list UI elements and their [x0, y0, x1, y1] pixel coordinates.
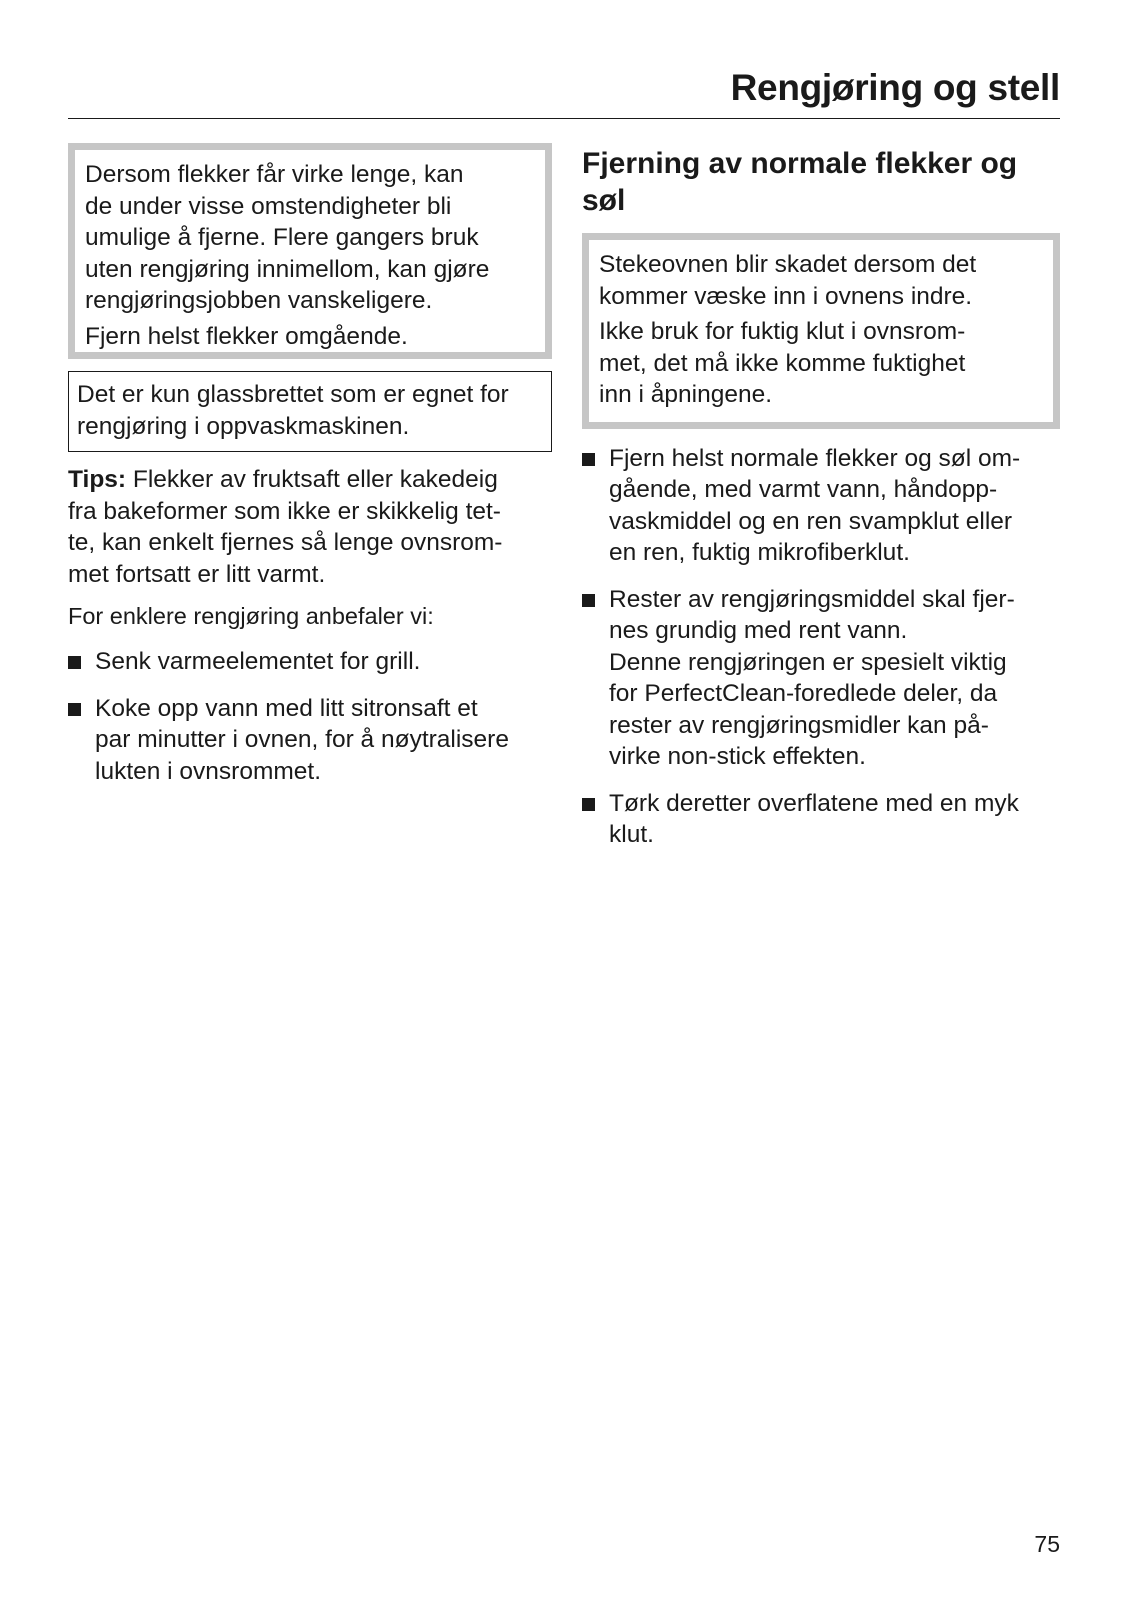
list-item [582, 584, 1060, 773]
right-bullet-list [582, 443, 1060, 851]
bullet-line: en ren, fuktig mikrofiberklut. [609, 539, 910, 566]
list-item [582, 788, 1060, 851]
tips-line: te, kan enkelt fjernes så lenge ovnsrom- [68, 529, 503, 556]
list-item [582, 443, 1060, 569]
square-bullet-icon [68, 656, 81, 669]
list-item [68, 693, 552, 788]
left-bullet-list [68, 646, 552, 787]
bullet-line: Rester av rengjøringsmiddel skal fjer- [609, 585, 1015, 613]
bullet-line: virke non-stick effekten. [609, 743, 866, 770]
warning-line: rengjøringsjobben vanskeligere. [85, 287, 433, 314]
warning-box-moisture [582, 233, 1060, 429]
square-bullet-icon [582, 798, 595, 811]
bullet-line: Denne rengjøringen er spesielt viktig [609, 648, 1007, 676]
bullet-line: Fjern helst normale flekker og søl om- [609, 444, 1021, 472]
list-item [68, 646, 552, 678]
note-line: Det er kun glassbrettet som er egnet for [77, 381, 509, 408]
warning-extra: Ikke bruk for fuktig klut i ovnsrom- [599, 318, 966, 345]
warning-line: de under visse omstendigheter bli [85, 192, 452, 220]
left-column [68, 143, 552, 787]
bullet-line: klut. [609, 821, 654, 848]
warning-line: umulige å fjerne. Flere gangers bruk [85, 224, 479, 251]
bullet-line: gående, med varmt vann, håndopp- [609, 476, 998, 503]
section-title-line: søl [582, 184, 626, 217]
bullet-line: par minutter i ovnen, for å nøytralisere [95, 726, 509, 753]
warning-line: kommer væske inn i ovnens indre. [599, 282, 973, 310]
page-number: 75 [1034, 1531, 1060, 1557]
warning-line: Stekeovnen blir skadet dersom det [599, 251, 977, 278]
bullet-line: vaskmiddel og en ren svampklut eller [609, 507, 1013, 535]
tips-label: Tips: [68, 466, 127, 493]
section-title-line: Fjerning av normale flekker og [582, 147, 1018, 180]
bullet-line: Senk varmeelementet for grill. [95, 648, 421, 675]
bullet-line: Tørk deretter overflatene med en myk [609, 789, 1019, 817]
page-title: Rengjøring og stell [730, 67, 1060, 108]
header-divider [68, 118, 1060, 119]
warning-extra: Fjern helst flekker omgående. [85, 322, 408, 350]
bullet-line: rester av rengjøringsmidler kan på- [609, 711, 989, 739]
square-bullet-icon [582, 453, 595, 466]
square-bullet-icon [68, 703, 81, 716]
section-title [582, 145, 1060, 219]
tips-paragraph [68, 464, 552, 590]
bullet-line: Koke opp vann med litt sitronsaft et [95, 694, 478, 722]
warning-line: uten rengjøring innimellom, kan gjøre [85, 255, 490, 283]
bullet-line: nes grundig med rent vann. [609, 617, 908, 644]
tips-text: Flekker av fruktsaft eller kakedeig [126, 466, 498, 493]
tips-line: met fortsatt er litt varmt. [68, 560, 326, 588]
warning-extra: inn i åpningene. [599, 381, 773, 408]
warning-extra: met, det må ikke komme fuktighet [599, 349, 966, 377]
recommend-text: For enklere rengjøring anbefaler vi: [68, 603, 434, 629]
bullet-line: lukten i ovnsrommet. [95, 757, 322, 785]
note-box-dishwasher [68, 371, 552, 452]
warning-line: Dersom flekker får virke lenge, kan [85, 161, 464, 188]
warning-box-stains [68, 143, 552, 359]
note-line: rengjøring i oppvaskmaskinen. [77, 412, 410, 440]
tips-line: fra bakeformer som ikke er skikkelig tet- [68, 497, 501, 525]
bullet-line: for PerfectClean-foredlede deler, da [609, 680, 998, 707]
right-column [582, 143, 1060, 851]
square-bullet-icon [582, 594, 595, 607]
